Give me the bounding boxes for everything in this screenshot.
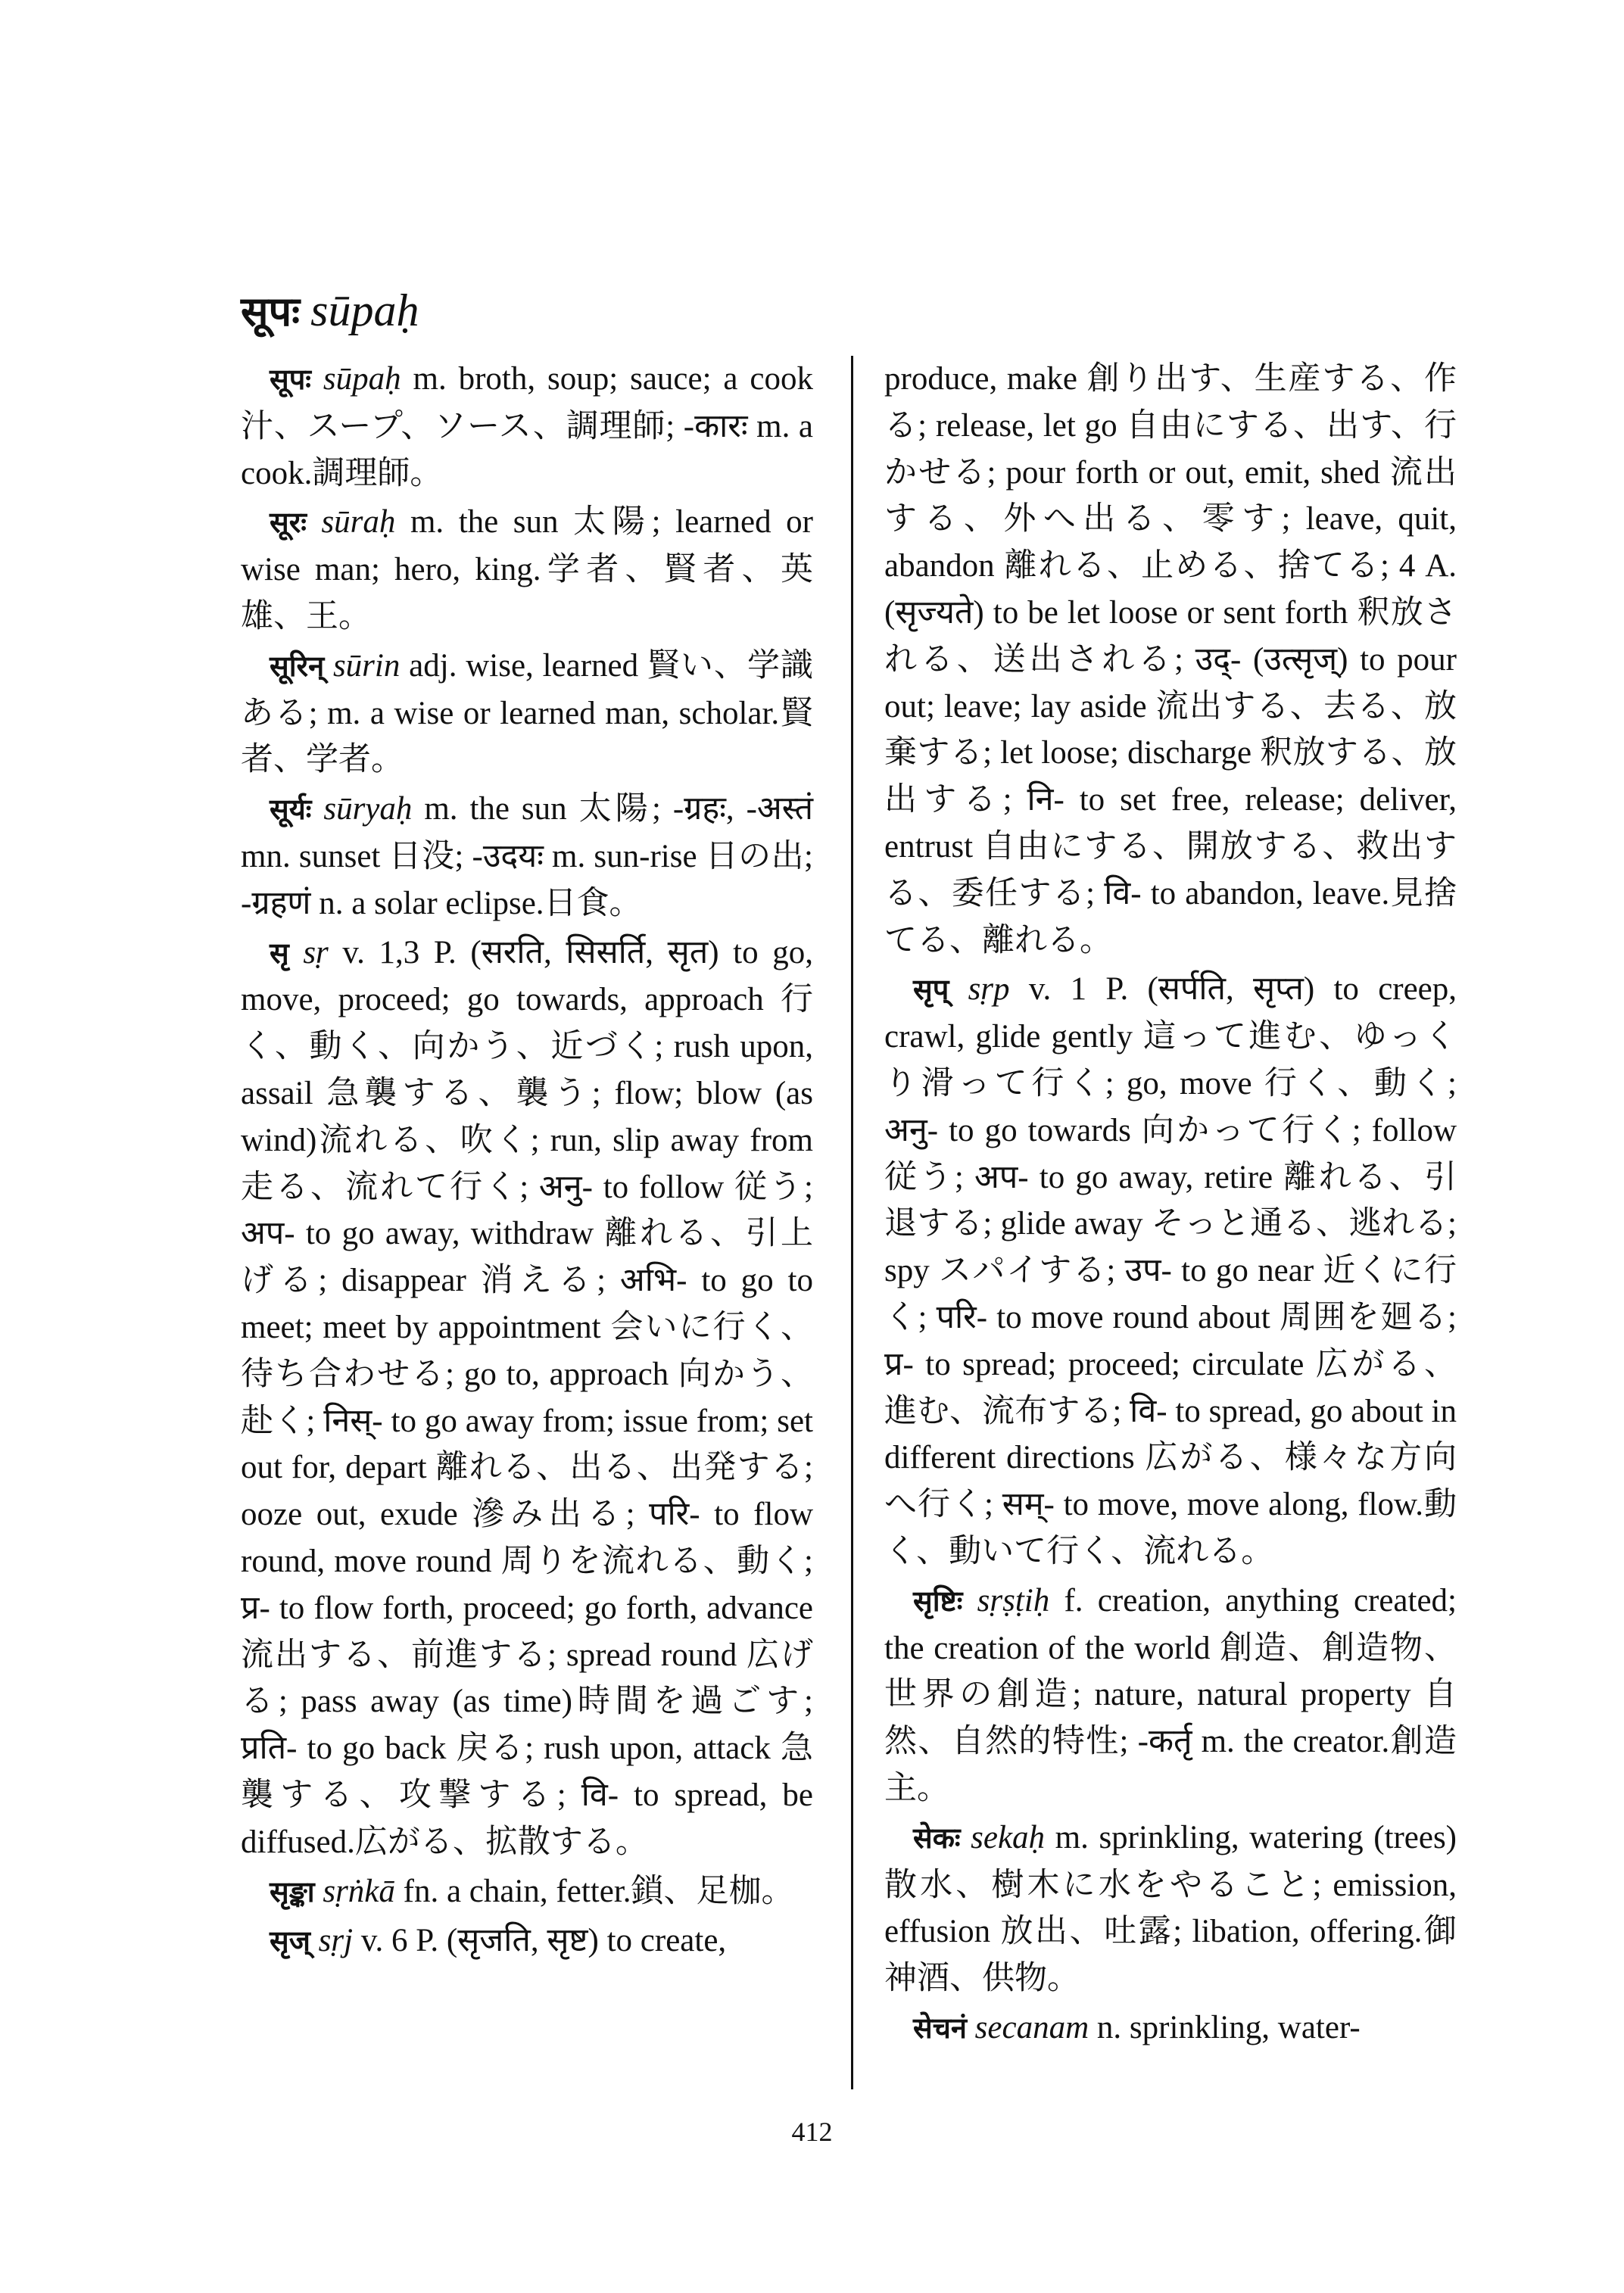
entry-transliteration: sṛṅkā xyxy=(323,1873,395,1909)
entry-definition: v. 1 P. (सर्पति, सृप्त) to creep, crawl, glide gently 這って進む、ゆっくり滑って行く; go, move 行く、動く; अनु- to go towards 向かって行く; follow 従う; अप- to go away, retire 離れる、引退する; glide away そっと通る、逃れる; spy スパイする; उप- to go near 近くに行く; परि- to move round about 周囲を廻る; प्र- to spread; proceed; circulate 広がる、進む、流布する; वि- to spread, go about in different directions 広がる、様々な方向へ行く; सम्- to move, move along, flow.動く、動いて行く、流れる。 xyxy=(884,971,1457,1569)
entry-transliteration: secanam xyxy=(974,2009,1089,2045)
entry-definition: v. 6 P. (सृजति, सृष्ट) to create, xyxy=(360,1923,727,1959)
entry-definition: fn. a chain, fetter.鎖、足枷。 xyxy=(403,1873,794,1909)
entry-headword: सूरिन् xyxy=(270,649,325,683)
entry-definition: m. sprinkling, watering (trees) 散水、樹木に水をやること; emission, effusion 放出、吐露; libation, offering.御神酒、供物。 xyxy=(884,1819,1457,1997)
dictionary-entry xyxy=(884,2005,1457,2052)
entry-headword: सृष्टिः xyxy=(913,1584,963,1618)
entry-headword: सृप् xyxy=(913,973,949,1007)
entry-transliteration: sṛj xyxy=(318,1923,354,1959)
right-column xyxy=(884,356,1457,2055)
entry-headword: सेकः xyxy=(913,1821,961,1855)
entry-transliteration: sekaḥ xyxy=(971,1819,1046,1855)
entry-transliteration: sūryaḥ xyxy=(323,791,413,827)
entry-transliteration: sūraḥ xyxy=(321,504,396,541)
dictionary-entry xyxy=(241,930,813,1866)
entry-headword: सेचनं xyxy=(913,2011,967,2045)
entry-definition: m. the sun 太陽; learned or wise man; hero, king.学者、賢者、英雄、王。 xyxy=(241,504,813,634)
entry-definition: v. 1,3 P. (सरति, सिसर्ति, सृत) to go, move, proceed; go towards, approach 行く、動く、向かう、近づく; rush upon, assail 急襲する、襲う; flow; blow (as wind)流れる、吹く; run, slip away from 走る、流れて行く; अनु- to follow 従う; अप- to go away, withdraw 離れる、引上げる; disappear 消える; अभि- to go to meet; meet by appointment 会いに行く、待ち合わせる; go to, approach 向かう、赴く; निस्- to go away from; issue from; set out for, depart 離れる、出る、出発する; ooze out, exude 滲み出る; परि- to flow round, move round 周りを流れる、動く; प्र- to flow forth, proceed; go forth, advance 流出する、前進する; spread round 広げる; pass away (as time)時間を過ごす; प्रति- to go back 戻る; rush upon, attack 急襲する、攻撃する; वि- to spread, be diffused.広がる、拡散する。 xyxy=(241,934,814,1860)
entry-definition: n. sprinkling, water- xyxy=(1096,2009,1361,2045)
entry-transliteration: sūrin xyxy=(332,647,401,684)
entry-headword: सृङ्का xyxy=(270,1874,315,1908)
entry-transliteration: sṛp xyxy=(968,971,1010,1008)
dictionary-entry xyxy=(241,643,813,784)
dictionary-entry xyxy=(241,356,813,497)
entry-definition: produce, make 創り出す、生産する、作る; release, let go 自由にする、出す、行かせる; pour forth or out, emit, shed 流出する、外へ出る、零す; leave, quit, abandon 離れる、止める、捨てる; 4 A. (सृज्यते) to be let loose or sent forth 釈放される、送出される; उद्- (उत्सृज्) to pour out; leave; lay aside 流出する、去る、放棄する; let loose; discharge 釈放する、放出する; नि- to set free, release; deliver, entrust 自由にする、開放する、救出する、委任する; वि- to abandon, leave.見捨てる、離れる。 xyxy=(884,361,1457,958)
entry-headword: सूर्यः xyxy=(270,793,312,827)
entry-definition: f. creation, anything created; the creation of the world 創造、創造物、世界の創造; nature, natural property 自然、自然的特性; -कर्तृ m. the creator.創造主。 xyxy=(884,1582,1457,1806)
column-divider xyxy=(851,356,853,2089)
page-number: 412 xyxy=(791,2117,833,2147)
dictionary-entry xyxy=(241,1918,813,1965)
dictionary-entry xyxy=(241,499,813,640)
entry-transliteration: sṛ xyxy=(303,934,329,970)
dictionary-entry xyxy=(884,1815,1457,2002)
header-headword-devanagari: सूपः xyxy=(241,288,301,335)
entry-definition: m. the sun 太陽; -ग्रहः, -अस्तं mn. sunset 日没; -उदयः m. sun-rise 日の出; -ग्रहणं n. a solar eclipse.日食。 xyxy=(241,791,814,921)
entry-headword: सृज् xyxy=(270,1924,310,1958)
entry-definition: adj. wise, learned 賢い、学識ある; m. a wise or learned man, scholar.賢者、学者。 xyxy=(241,647,813,778)
entry-transliteration: sṛṣṭiḥ xyxy=(977,1582,1050,1618)
dictionary-entry-continued xyxy=(884,356,1457,964)
entry-definition: m. broth, soup; sauce; a cook汁、スープ、ソース、調理師; -कारः m. a cook.調理師。 xyxy=(241,361,813,491)
header-headword-roman: sūpaḥ xyxy=(310,285,419,335)
left-column xyxy=(241,356,813,1967)
running-header xyxy=(241,282,419,338)
entry-headword: सृ xyxy=(270,936,289,970)
dictionary-entry xyxy=(241,786,813,927)
dictionary-entry xyxy=(241,1868,813,1916)
entry-headword: सूरः xyxy=(270,506,307,540)
entry-transliteration: sūpaḥ xyxy=(323,361,401,397)
entry-headword: सूपः xyxy=(270,363,311,396)
dictionary-entry xyxy=(884,966,1457,1575)
dictionary-entry xyxy=(884,1578,1457,1812)
